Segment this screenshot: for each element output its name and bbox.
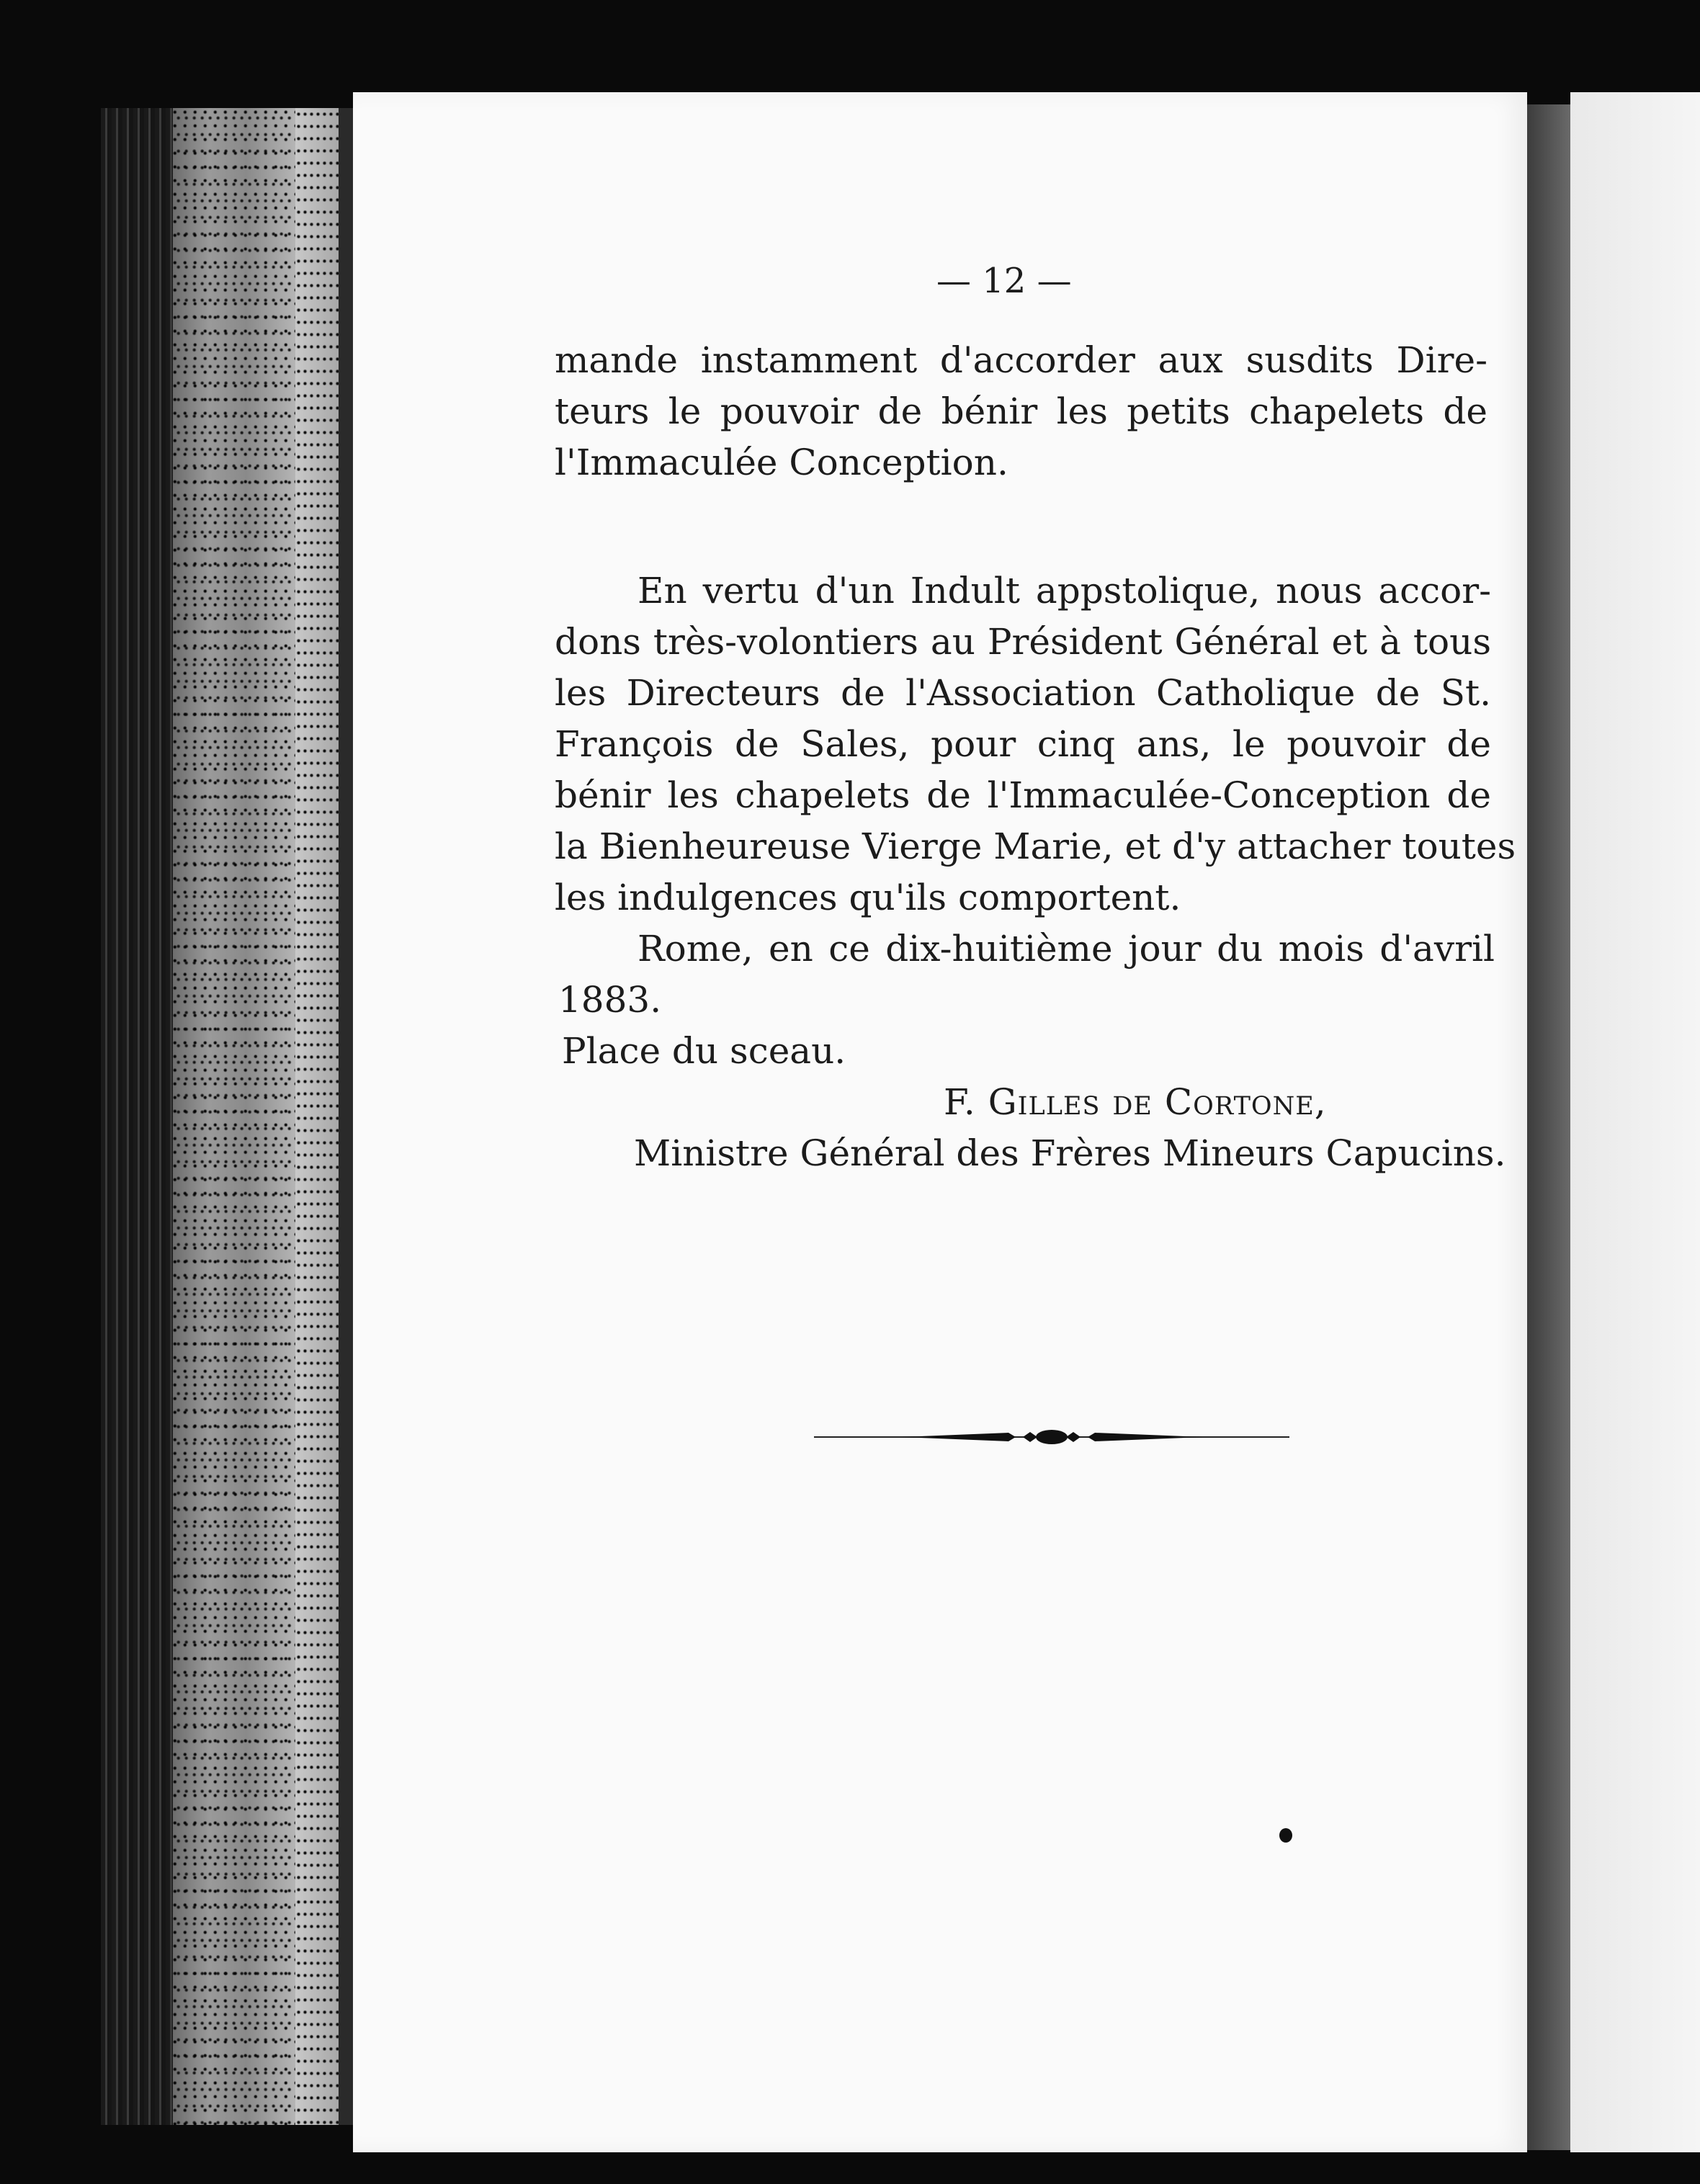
page-number: — 12 — <box>936 261 1072 301</box>
signature-title: Ministre Général des Frères Mineurs Capucins. <box>634 1132 1506 1174</box>
ink-dot <box>1279 1828 1292 1843</box>
seal-note: Place du sceau. <box>562 1030 846 1072</box>
signature-surname: Gilles de Cortone, <box>988 1081 1327 1123</box>
continuation-line-3: l'Immaculée Conception. <box>555 442 1008 483</box>
next-page-sliver <box>1570 92 1700 2152</box>
date-line-2: 1883. <box>558 979 662 1021</box>
book-page-edges-inner <box>295 108 339 2125</box>
signature-initial: F. <box>944 1081 988 1123</box>
indult-line-1: En vertu d'un Indult appstolique, nous accor‑ <box>638 570 1491 612</box>
indult-line-3: les Directeurs de l'Association Catholique de St. <box>555 672 1491 714</box>
book-edge-outer <box>101 108 173 2125</box>
continuation-line-1: mande instamment d'accorder aux susdits Dire‑ <box>555 339 1488 381</box>
indult-line-2: dons très-volontiers au Président Général et à tous <box>555 621 1491 663</box>
indult-line-7: les indulgences qu'ils comportent. <box>555 877 1181 918</box>
indult-line-6: la Bienheureuse Vierge Marie, et d'y attacher toutes <box>555 825 1516 867</box>
continuation-line-2: teurs le pouvoir de bénir les petits chapelets de <box>555 390 1488 432</box>
indult-line-5: bénir les chapelets de l'Immaculée-Conception de <box>555 774 1491 816</box>
book-page-edges <box>173 108 295 2125</box>
date-line-1: Rome, en ce dix-huitième jour du mois d'avril <box>638 928 1495 970</box>
signature-name <box>944 1077 1327 1128</box>
ornament-divider-icon <box>814 1423 1289 1451</box>
indult-line-4: François de Sales, pour cinq ans, le pouvoir de <box>555 723 1491 765</box>
right-margin-shadow <box>1527 104 1570 2150</box>
